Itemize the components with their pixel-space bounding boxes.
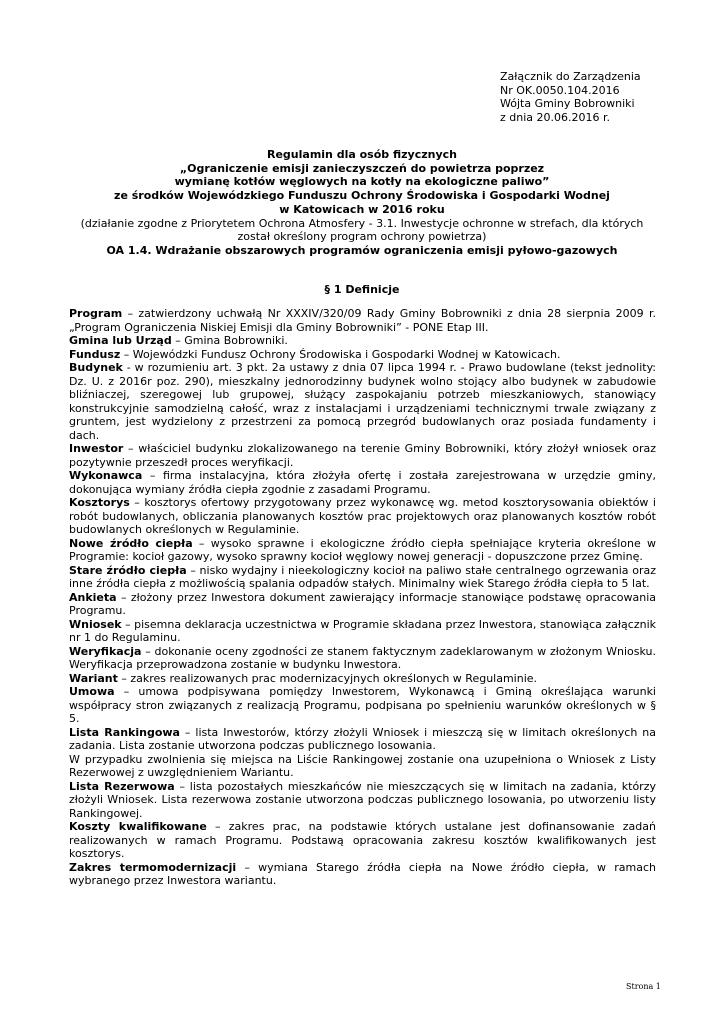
definition-text: – złożony przez Inwestora dokument zawierający informacje stanowiące podstawę opracowania Programu. bbox=[69, 590, 656, 617]
definition-term: Kosztorys bbox=[69, 496, 130, 509]
definition-term: Weryfikacja bbox=[69, 644, 142, 658]
definition-text: – zakres realizowanych prac modernizacyjnych określonych w Regulaminie. bbox=[117, 671, 538, 685]
definition-item bbox=[69, 618, 656, 645]
title-line: ze środków Wojewódzkiego Funduszu Ochrony Środowiska i Gospodarki Wodnej bbox=[114, 189, 610, 203]
definition-term: Stare źródło ciepła bbox=[69, 563, 187, 577]
definition-item bbox=[69, 820, 656, 861]
definition-text: – zakres prac, na podstawie których ustalane jest dofinansowanie zadań realizowanych w ramach Programu. Podstawą opracowania zakresu kosztów kwalifikowanych jest kosztorys. bbox=[69, 820, 656, 860]
definition-item bbox=[69, 685, 656, 726]
definition-text: – dokonanie oceny zgodności ze stanem faktycznym zadeklarowanym w złożonym Wniosku. Weryfikacja przeprowadzona zostanie w budynku Inwestora. bbox=[69, 644, 656, 671]
definition-term: Inwestor bbox=[69, 442, 124, 455]
definition-item bbox=[69, 307, 656, 334]
attachment-line: Załącznik do Zarządzenia bbox=[500, 70, 641, 83]
definition-term: Budynek bbox=[69, 361, 123, 374]
attachment-header bbox=[500, 70, 641, 124]
title-subtitle: OA 1.4. Wdrażanie obszarowych programów ograniczenia emisji pyłowo-gazowych bbox=[106, 243, 618, 257]
title-note-line: został określony program ochrony powietrza) bbox=[237, 230, 487, 244]
definition-text: – firma instalacyjna, która złożyła ofertę i została zarejestrowana w urzędzie gminy, dokonująca wymiany źródła ciepła zgodnie z zasadami Programu. bbox=[69, 469, 656, 496]
definition-text: – lista Inwestorów, którzy złożyli Wniosek i mieszczą się w limitach określonych na zadania. Lista zostanie utworzona podczas publicznego losowania. bbox=[69, 725, 656, 752]
definition-text: – zatwierdzony uchwałą Nr XXXIV/320/09 Rady Gminy Bobrowniki z dnia 28 sierpnia 2009 r. „Program Ograniczenia Niskiej Emisji dla Gminy Bobrowniki” - PONE Etap III. bbox=[69, 307, 656, 334]
definition-text: - w rozumieniu art. 3 pkt. 2a ustawy z dnia 07 lipca 1994 r. - Prawo budowlane (tekst jednolity: Dz. U. z 2016r poz. 290), mieszkalny jednorodzinny budynek wolno stojący albo budynek w zabudowie bliźniaczej, szeregowej lub grupowej, służący zaspokajaniu potrzeb mieszkaniowych, stanowiący konstrukcyjnie samodzielną całość, wraz z instalacjami i urządzeniami technicznymi trwale związany z gruntem, jest wydzielony z przestrzeni za pomocą przegród budowlanych oraz posiada fundamenty i dach. bbox=[69, 361, 656, 442]
attachment-line: z dnia 20.06.2016 r. bbox=[500, 110, 611, 124]
definition-text: – wysoko sprawne i ekologiczne źródło ciepła spełniające kryteria określone w Programie: kocioł gazowy, wysoko sprawny kocioł węglowy nowej generacji - dopuszczone przez Gminę. bbox=[69, 536, 656, 563]
definition-term: Nowe źródło ciepła bbox=[69, 536, 193, 550]
definition-item bbox=[69, 753, 656, 780]
definition-term: Wykonawca bbox=[69, 469, 143, 482]
definition-item bbox=[69, 645, 656, 672]
title-note-line: (działanie zgodne z Priorytetem Ochrona Atmosfery - 3.1. Inwestycje ochronne w strefach, dla których bbox=[80, 216, 644, 230]
definition-item bbox=[69, 442, 656, 469]
definition-item bbox=[69, 726, 656, 753]
definition-item bbox=[69, 496, 656, 537]
title-line: wymianę kotłów węglowych na kotły na ekologiczne paliwo” bbox=[174, 175, 550, 189]
definition-text: – właściciel budynku zlokalizowanego na terenie Gminy Bobrowniki, który złożył wniosek oraz pozytywnie przeszedł proces weryfikacji. bbox=[69, 442, 656, 469]
definition-item bbox=[69, 672, 656, 686]
definition-term: Lista Rezerwowa bbox=[69, 779, 175, 793]
page-number: Strona 1 bbox=[626, 982, 661, 991]
definition-term: Gmina lub Urząd bbox=[69, 334, 172, 347]
definition-item bbox=[69, 780, 656, 821]
definition-text: – Gmina Bobrowniki. bbox=[171, 334, 288, 347]
definition-text: – wymiana Starego źródła ciepła na Nowe źródło ciepła, w ramach wybranego przez Inwestora wariantu. bbox=[69, 860, 657, 887]
attachment-line: Nr OK.0050.104.2016 bbox=[500, 83, 620, 97]
title-line: „Ograniczenie emisji zanieczyszczeń do powietrza poprzez bbox=[179, 161, 545, 175]
definition-item bbox=[69, 537, 656, 564]
definition-item bbox=[69, 348, 656, 362]
definition-term: Koszty kwalifikowane bbox=[69, 820, 207, 833]
definition-text: – lista pozostałych mieszkańców nie mieszczących się w limitach na zadania, którzy złożyli Wniosek. Lista rezerwowa zostanie utworzona podczas publicznego losowania, po utworzeniu listy Rankingowej. bbox=[69, 779, 656, 820]
definition-term: Lista Rankingowa bbox=[69, 725, 180, 739]
document-title bbox=[60, 148, 664, 258]
definition-text: – pisemna deklaracja uczestnictwa w Programie składana przez Inwestora, stanowiąca załącznik nr 1 do Regulaminu. bbox=[69, 617, 656, 644]
definition-text: – kosztorys ofertowy przygotowany przez wykonawcę wg. metod kosztorysowania obiektów i robót budowlanych, obliczania planowanych kosztów prac projektowych oraz planowanych kosztów robót budowlanych określonych w Regulaminie. bbox=[69, 496, 656, 536]
definition-term: Program bbox=[69, 307, 123, 320]
definition-text: – umowa podpisywana pomiędzy Inwestorem, Wykonawcą i Gminą określająca warunki współpracy stron związanych z realizacją Programu, podpisana po spełnieniu warunków określonych w § 5. bbox=[69, 685, 656, 725]
definition-item bbox=[69, 334, 656, 348]
definition-term: Zakres termomodernizacji bbox=[69, 860, 237, 874]
definition-item bbox=[69, 361, 656, 442]
definition-term: Umowa bbox=[69, 685, 115, 698]
definition-text: – Wojewódzki Fundusz Ochrony Środowiska i Gospodarki Wodnej w Katowicach. bbox=[120, 347, 561, 361]
section-heading: § 1 Definicje bbox=[324, 283, 400, 296]
definition-text: – nisko wydajny i nieekologiczny kocioł na paliwo stałe centralnego ogrzewania oraz inne źródła ciepła z możliwością spalania odpadów stałych. Minimalny wiek Starego źródła ciepła to 5 lat. bbox=[69, 563, 656, 590]
definition-item bbox=[69, 564, 656, 591]
definition-term: Ankieta bbox=[69, 590, 117, 604]
definitions-list bbox=[69, 307, 656, 888]
title-line: w Katowicach w 2016 roku bbox=[279, 202, 445, 216]
definition-term: Fundusz bbox=[69, 347, 121, 361]
definition-term: Wariant bbox=[69, 671, 118, 685]
definition-item bbox=[69, 861, 656, 888]
definition-text: W przypadku zwolnienia się miejsca na Liście Rankingowej zostanie ona uzupełniona o Wniosek z Listy Rezerwowej z uwzględnieniem Wariantu. bbox=[69, 752, 656, 779]
definition-item bbox=[69, 591, 656, 618]
definition-item bbox=[69, 469, 656, 496]
title-line: Regulamin dla osób fizycznych bbox=[267, 148, 457, 161]
attachment-line: Wójta Gminy Bobrowniki bbox=[500, 97, 635, 110]
definition-term: Wniosek bbox=[69, 617, 122, 631]
